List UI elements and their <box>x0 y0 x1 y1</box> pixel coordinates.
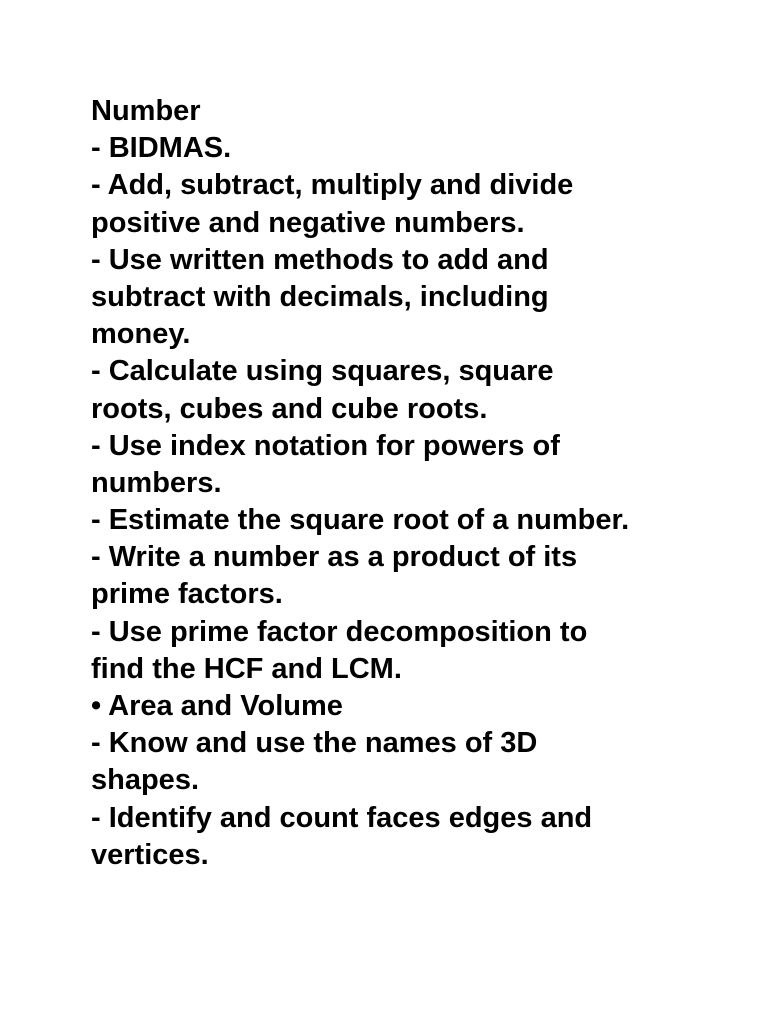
text-line: roots, cubes and cube roots. <box>91 392 488 425</box>
text-line: - Calculate using squares, square <box>91 355 554 388</box>
text-line: positive and negative numbers. <box>91 206 525 239</box>
text-line: - Estimate the square root of a number. <box>91 504 630 537</box>
text-line: shapes. <box>91 764 199 797</box>
text-line: prime factors. <box>91 578 283 611</box>
text-line: - Identify and count faces edges and <box>91 801 593 834</box>
text-line: - BIDMAS. <box>91 132 232 165</box>
text-line: vertices. <box>91 838 209 871</box>
text-line: money. <box>91 318 191 351</box>
text-line: numbers. <box>91 466 222 499</box>
text-line: subtract with decimals, including <box>91 280 549 313</box>
document-text <box>91 93 731 874</box>
text-line: find the HCF and LCM. <box>91 652 402 685</box>
text-line: - Know and use the names of 3D <box>91 727 538 760</box>
heading-area-and-volume: • Area and Volume <box>91 690 343 722</box>
text-line: - Add, subtract, multiply and divide <box>91 169 574 202</box>
text-line: - Use index notation for powers of <box>91 429 560 462</box>
heading-number: Number <box>91 95 201 127</box>
text-line: - Use written methods to add and <box>91 243 549 276</box>
text-line: - Write a number as a product of its <box>91 541 578 574</box>
text-line: - Use prime factor decomposition to <box>91 615 588 648</box>
